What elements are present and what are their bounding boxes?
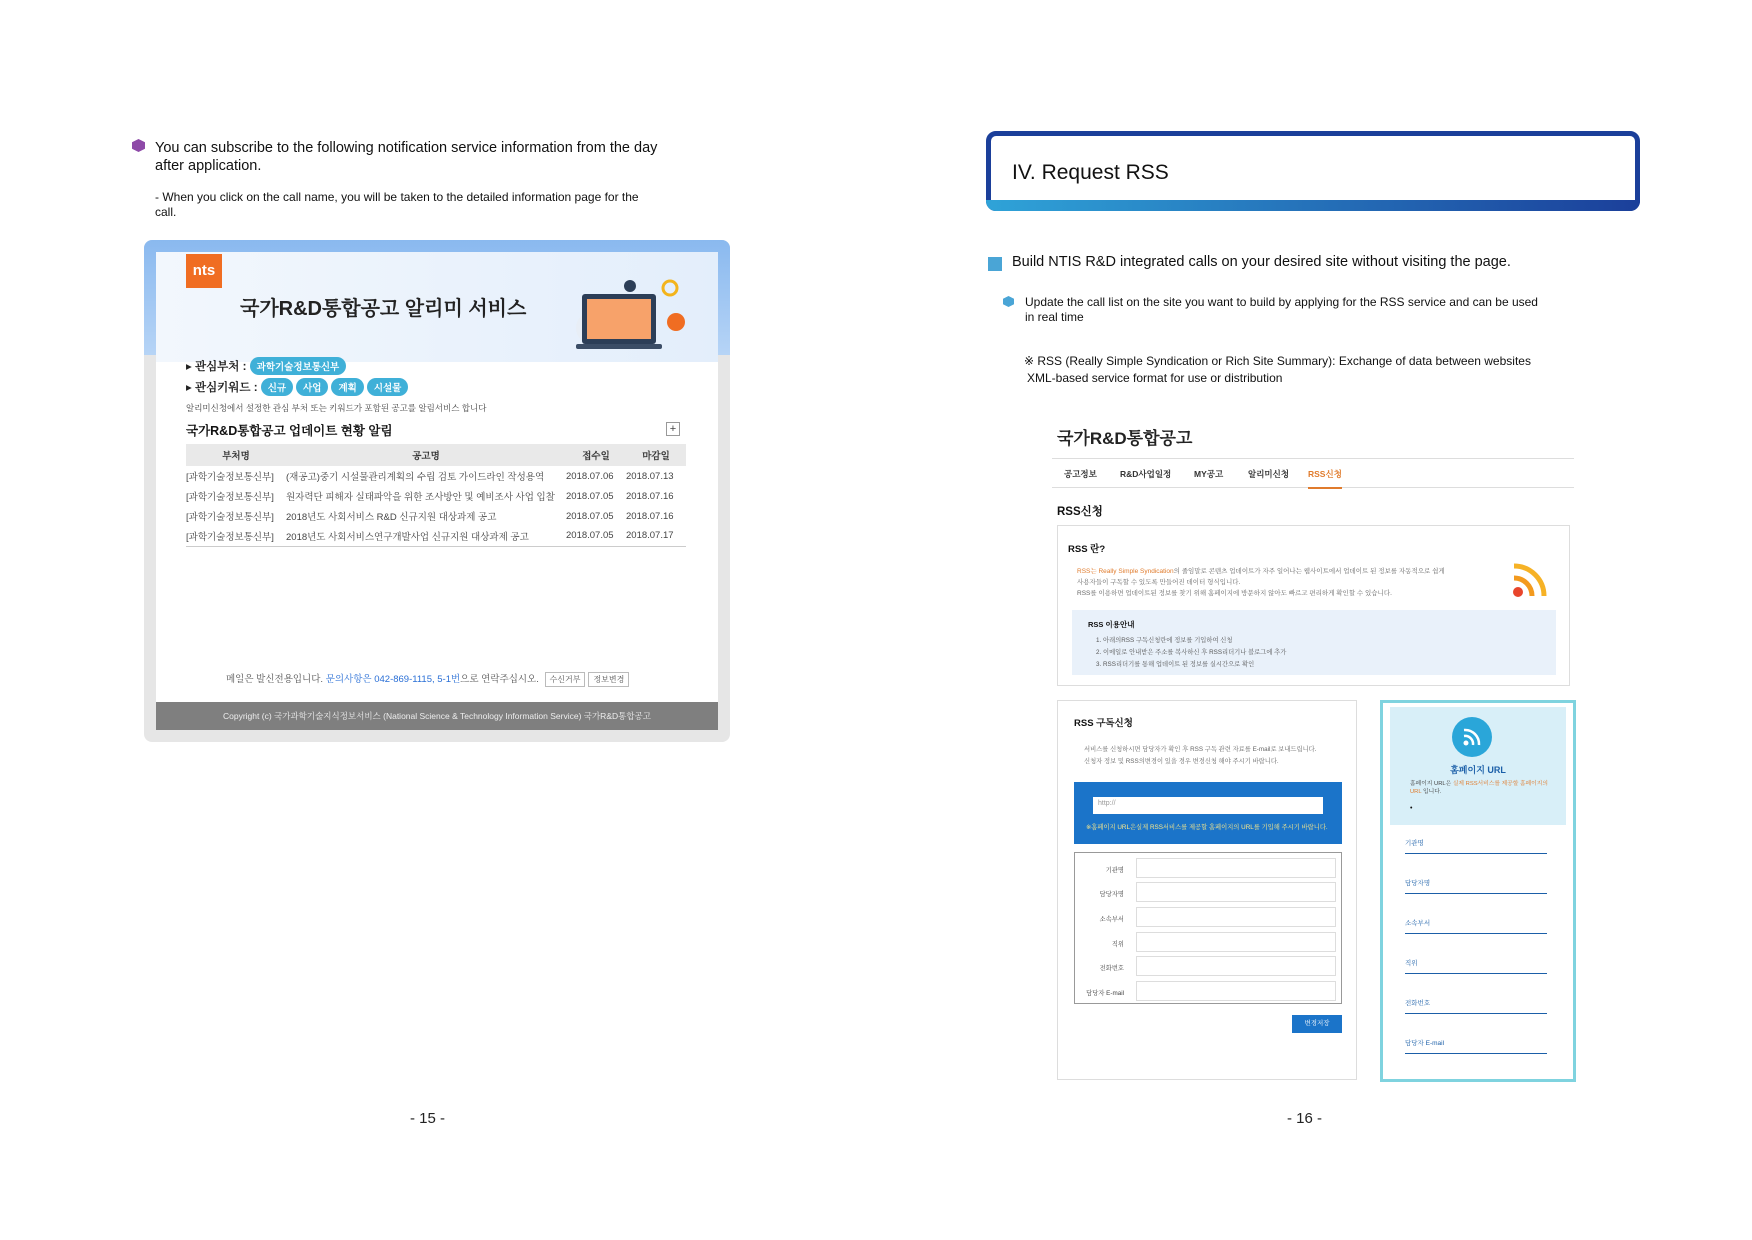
list-item: 1. 아래의RSS 구독신청란에 정보를 기입하여 신청 <box>1096 637 1233 644</box>
dept-row: ▸ 관심부처 : 과학기술정보통신부 <box>186 357 349 375</box>
subscribe-note: 신청자 정보 및 RSS의변경이 있을 경우 변경신청 해야 주시기 바랍니다. <box>1084 758 1279 765</box>
cell-date: 2018.07.05 <box>566 510 614 522</box>
email-notice: 알리미신청에서 설정한 관심 부처 또는 키워드가 포함된 공고를 알림서비스 합니다 <box>186 403 487 413</box>
cell-dept: [과학기술정보통신부] <box>186 512 274 523</box>
subscribe-notes <box>1084 744 1317 768</box>
hp-note-highlight: 실제 RSS서비스를 제공할 홈페이지의 URL <box>1410 781 1548 795</box>
cell-call-name[interactable]: 원자력단 피해자 실태파악을 위한 조사방안 및 예비조사 사업 입찰 <box>286 492 555 503</box>
tab-my-calls[interactable]: MY공고 <box>1194 469 1224 479</box>
keyword-tag: 계획 <box>331 378 363 396</box>
form-row <box>1080 981 1336 1003</box>
subscribe-title: RSS 구독신청 <box>1074 718 1133 729</box>
hexagon-bullet-icon <box>132 139 145 152</box>
cell-dept: [과학기술정보통신부] <box>186 492 274 503</box>
email-title: 국가R&D통합공고 알리미 서비스 <box>240 298 527 320</box>
unsubscribe-button[interactable]: 수신거부 <box>545 672 586 687</box>
laptop-illustration-icon <box>570 268 690 358</box>
tab-rss[interactable]: RSS신청 <box>1308 468 1342 489</box>
dept-label: 관심부처 : <box>194 361 247 373</box>
rss-desc-highlight: RSS는 Really Simple Syndication <box>1077 568 1174 575</box>
keyword-row: ▸ 관심키워드 : 신규 사업 계획 시설물 <box>186 378 411 396</box>
form-row <box>1080 882 1336 904</box>
intro-text: You can subscribe to the following notification service information from the day after application. <box>155 140 658 174</box>
col-header: 공고명 <box>286 444 566 466</box>
cell-date: 2018.07.06 <box>566 470 614 482</box>
form-row <box>1080 932 1336 954</box>
form-row <box>1080 907 1336 929</box>
table-row[interactable] <box>186 466 686 486</box>
save-button[interactable]: 변경저장 <box>1292 1015 1342 1033</box>
keyword-label: 관심키워드 : <box>194 382 258 394</box>
field-label: 담당자 E-mail <box>1086 990 1124 997</box>
rss-feed-icon <box>1510 560 1550 600</box>
update-title: 국가R&D통합공고 업데이트 현황 알림 <box>186 424 393 438</box>
dept-tag: 과학기술정보통신부 <box>250 357 347 375</box>
change-info-button[interactable]: 정보변경 <box>588 672 629 687</box>
hp-field-label: 전화번호 <box>1405 998 1547 1014</box>
cell-date: 2018.07.13 <box>626 470 674 482</box>
keyword-tag: 사업 <box>296 378 328 396</box>
homepage-url-title: 홈페이지 URL <box>1450 765 1506 775</box>
field-label: 전화번호 <box>1099 965 1124 972</box>
tab-call-info[interactable]: 공고정보 <box>1064 469 1097 479</box>
hp-field-label: 기관명 <box>1405 838 1547 854</box>
hp-field-label: 직위 <box>1405 958 1547 974</box>
rss-definition-line: ※ RSS (Really Simple Syndication or Rich Site Summary): Exchange of data between websites <box>1024 354 1531 368</box>
col-header: 마감일 <box>626 444 686 466</box>
page-number: - 15 - <box>410 1110 446 1127</box>
rss-circle-icon <box>1452 717 1492 757</box>
rss-definition <box>1024 353 1584 387</box>
cell-date: 2018.07.16 <box>626 510 674 522</box>
footer-contact: 문의사항은 042-869-1115, 5-1번 <box>325 674 461 685</box>
hp-field-label: 담당자 E-mail <box>1405 1038 1547 1054</box>
note-text: - When you click on the call name, you will be taken to the detailed information page for the call. <box>155 190 639 219</box>
hp-field-label: 담당자명 <box>1405 878 1547 894</box>
field-label: 소속부서 <box>1099 916 1124 923</box>
phone-input[interactable] <box>1136 956 1336 976</box>
table-row[interactable] <box>186 526 686 546</box>
col-header: 부처명 <box>186 444 286 466</box>
tab-alarm[interactable]: 알리미신청 <box>1248 469 1290 479</box>
rss-description <box>1077 566 1477 599</box>
manager-name-input[interactable] <box>1136 882 1336 902</box>
hp-note-text: 입니다. <box>1421 789 1442 795</box>
bullet-text: Update the call list on the site you want to build by applying for the RSS service and can be used in real time <box>1025 295 1538 324</box>
footer-text: 메일은 발신전용입니다. <box>226 674 326 685</box>
rss-desc-text: RSS를 이용하면 업데이트된 정보를 찾기 위해 홈페이지에 방문하지 않아도 빠르고 편리하게 확인할 수 있습니다. <box>1077 590 1392 597</box>
cell-call-name[interactable]: 2018년도 사회서비스연구개발사업 신규지원 대상과제 공고 <box>286 526 566 546</box>
form-row <box>1080 956 1336 978</box>
field-label: 직위 <box>1111 941 1124 948</box>
bullet-text: Build NTIS R&D integrated calls on your desired site without visiting the page. <box>1012 254 1511 270</box>
list-item: 2. 이메일로 안내받은 주소를 복사하신 후 RSS리더기나 블로그에 추가 <box>1096 649 1287 656</box>
square-bullet-icon <box>988 257 1002 271</box>
hp-bullet: • <box>1410 805 1413 812</box>
cell-date: 2018.07.16 <box>626 490 674 502</box>
table-row[interactable] <box>186 506 686 526</box>
cell-dept: [과학기술정보통신부] <box>186 526 286 546</box>
field-label: 담당자명 <box>1099 891 1124 898</box>
list-item: 3. RSS리더기를 통해 업데이트 된 정보를 실시간으로 확인 <box>1096 661 1255 668</box>
table-row[interactable] <box>186 486 686 506</box>
cell-date: 2018.07.17 <box>626 526 686 546</box>
cell-call-name[interactable]: (재공고)중기 시설물관리계획의 수립 검토 가이드라인 작성용역 <box>286 472 545 483</box>
rss-tabs <box>1052 458 1574 488</box>
update-table <box>186 444 686 547</box>
rss-wave-icon <box>1452 717 1492 757</box>
rss-definition-line: XML-based service format for use or distribution <box>1027 371 1283 385</box>
cell-date: 2018.07.05 <box>566 490 614 502</box>
keyword-tag: 신규 <box>261 378 293 396</box>
email-footer <box>226 671 629 687</box>
cell-call-name[interactable]: 2018년도 사회서비스 R&D 신규지원 대상과제 공고 <box>286 512 497 523</box>
rss-desc-text: 의 줄임말로 콘텐츠 업데이트가 자주 일어나는 웹사이트에서 업데이트 된 정보를 자동적으로 쉽게 <box>1173 568 1445 575</box>
rss-what-title: RSS 란? <box>1068 544 1106 555</box>
page-number: - 16 - <box>1287 1110 1323 1127</box>
position-input[interactable] <box>1136 932 1336 952</box>
expand-button[interactable]: + <box>666 422 680 436</box>
rss-page-title: 국가R&D통합공고 <box>1057 429 1193 448</box>
keyword-tag: 시설물 <box>367 378 409 396</box>
url-note: ※홈페이지 URL은실제 RSS서비스를 제공할 홈페이지의 URL를 기입해 주시기 바랍니다. <box>1086 824 1328 831</box>
hp-field-label: 소속부서 <box>1405 918 1547 934</box>
field-label: 기관명 <box>1105 867 1124 874</box>
form-row <box>1080 858 1336 880</box>
col-header: 접수일 <box>566 444 626 466</box>
rss-guide-list <box>1096 635 1286 671</box>
cell-date: 2018.07.05 <box>566 526 626 546</box>
section-title: IV. Request RSS <box>1012 161 1169 184</box>
email-input[interactable] <box>1136 981 1336 1001</box>
department-input[interactable] <box>1136 907 1336 927</box>
subscribe-note: 서비스를 신청하시면 담당자가 확인 후 RSS 구독 관련 자료를 E-mail로 보내드립니다. <box>1084 746 1317 753</box>
homepage-url-input[interactable]: http:// <box>1093 797 1323 814</box>
footer-text: 으로 연락주십시오. <box>460 674 539 685</box>
org-name-input[interactable] <box>1136 858 1336 878</box>
nts-logo: nts <box>186 254 222 288</box>
email-copyright: Copyright (c) 국가과학기술지식정보서비스 (National Science & Technology Information Service) 국가R&D통합공고 <box>156 702 718 730</box>
cell-dept: [과학기술정보통신부] <box>186 472 274 483</box>
tab-rd-schedule[interactable]: R&D사업일정 <box>1120 469 1172 479</box>
section-title-accent <box>986 200 1640 211</box>
hp-note-text: 홈페이지 URL은 <box>1410 781 1453 787</box>
homepage-url-note <box>1410 780 1552 796</box>
rss-guide-title: RSS 이용안내 <box>1088 620 1135 629</box>
hexagon-bullet-icon <box>1003 296 1014 307</box>
rss-section-heading: RSS신청 <box>1057 506 1103 518</box>
rss-desc-text: 사용자들이 구독할 수 있도록 만들어진 데이터 형식입니다. <box>1077 579 1241 586</box>
